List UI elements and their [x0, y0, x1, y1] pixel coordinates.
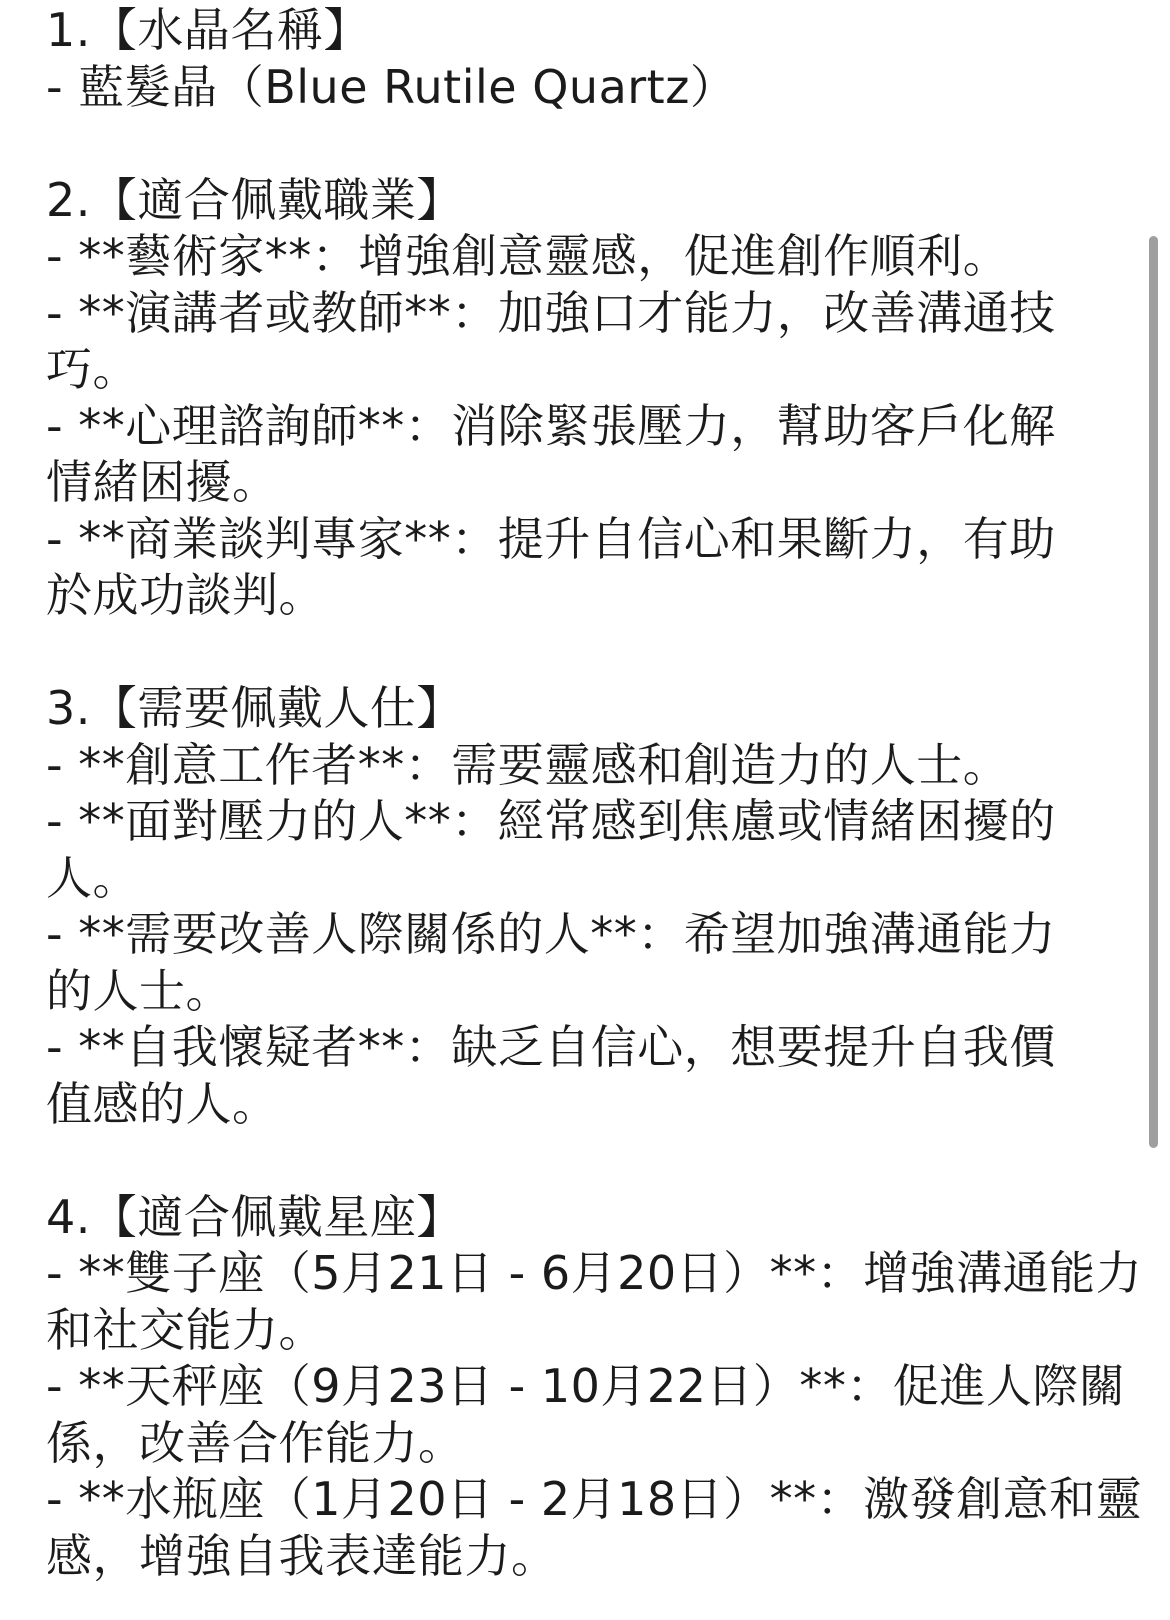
heading-people-who-need: 3.【需要佩戴人仕】 — [46, 681, 463, 735]
heading-suitable-occupations: 2.【適合佩戴職業】 — [46, 172, 463, 227]
list-item: - **創意工作者**：需要靈感和創造力的人士。 — [46, 737, 1010, 792]
list-item-continuation: 值感的人。 — [46, 1076, 279, 1131]
list-item-continuation: 感，增強自我表達能力。 — [46, 1528, 558, 1583]
list-item-continuation: 和社交能力。 — [46, 1302, 325, 1357]
list-item-continuation: 情緒困擾。 — [46, 455, 279, 509]
blank-line — [46, 115, 1136, 172]
list-item: - **商業談判專家**：提升自信心和果斷力，有助 — [46, 511, 1056, 566]
blank-line — [46, 1132, 1136, 1189]
list-item: - **水瓶座（1月20日 - 2月18日）**：激發創意和靈 — [46, 1472, 1143, 1526]
list-item: - **心理諮詢師**：消除緊張壓力，幫助客戶化解 — [46, 398, 1056, 453]
list-item-continuation: 係，改善合作能力。 — [46, 1415, 465, 1470]
list-item: - **演講者或教師**：加強口才能力，改善溝通技 — [46, 285, 1056, 340]
list-item-continuation: 的人士。 — [46, 963, 232, 1018]
note-text-area[interactable] — [46, 2, 1143, 1584]
list-item: - 藍髮晶（Blue Rutile Quartz） — [46, 59, 737, 114]
vertical-scrollbar[interactable] — [1149, 236, 1158, 1148]
list-item: - **需要改善人際關係的人**：希望加強溝通能力 — [46, 907, 1056, 961]
list-item: - **天秤座（9月23日 - 10月22日）**：促進人際關 — [46, 1359, 1126, 1413]
list-item: - **雙子座（5月21日 - 6月20日）**：增強溝通能力 — [46, 1246, 1143, 1300]
list-item: - **藝術家**：增強創意靈感，促進創作順利。 — [46, 229, 1010, 283]
list-item-continuation: 巧。 — [46, 342, 139, 396]
list-item: - **自我懷疑者**：缺乏自信心，想要提升自我價 — [46, 1020, 1056, 1074]
list-item-continuation: 人。 — [46, 850, 139, 905]
list-item-continuation: 於成功談判。 — [46, 568, 325, 622]
blank-line — [46, 624, 1136, 681]
heading-crystal-name: 1.【水晶名稱】 — [46, 3, 370, 57]
heading-suitable-zodiac: 4.【適合佩戴星座】 — [46, 1189, 463, 1244]
list-item: - **面對壓力的人**：經常感到焦慮或情緒困擾的 — [46, 794, 1056, 848]
